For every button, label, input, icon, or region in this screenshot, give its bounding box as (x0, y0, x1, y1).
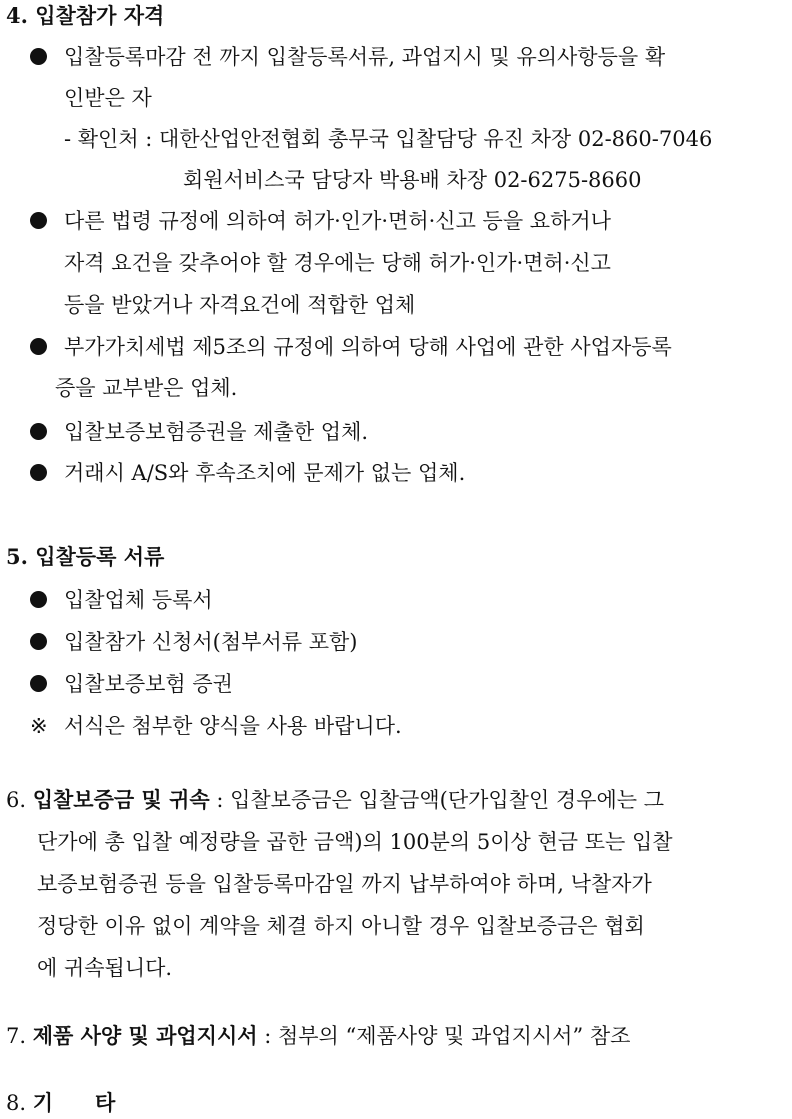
section-6-line-5: 에 귀속됩니다. (37, 956, 173, 980)
bullet-4-text: 입찰보증보험증권을 제출한 업체. (64, 420, 369, 444)
section-4-heading: 4. 입찰참가 자격 (6, 3, 165, 28)
section-8-heading: 8. 기 타 (6, 1090, 116, 1115)
section-6-line-1: 6. 입찰보증금 및 귀속 : 입찰보증금은 입찰금액(단가입찰인 경우에는 그 (6, 787, 665, 812)
bullet-1-line-1: 입찰등록마감 전 까지 입찰등록서류, 과업지시 및 유의사항등을 확 (64, 45, 666, 69)
section-7-line: 7. 제품 사양 및 과업지시서 : 첨부의 “제품사양 및 과업지시서” 참조 (6, 1023, 631, 1048)
bullet-4 (30, 417, 368, 447)
bullet-2 (30, 206, 611, 236)
bullet-5-text: 거래시 A/S와 후속조치에 문제가 없는 업체. (64, 461, 466, 485)
document-item-3: 입찰보증보험 증권 (30, 669, 233, 699)
section-6-line-3: 보증보험증권 등을 입찰등록마감일 까지 납부하여야 하며, 낙찰자가 (37, 872, 652, 896)
bullet-3 (30, 332, 672, 362)
bullet-dot-icon (30, 332, 64, 362)
bullet-2-line-3: 등을 받았거나 자격요건에 적합한 업체 (64, 293, 416, 317)
section-7-title: 제품 사양 및 과업지시서 (32, 1023, 258, 1048)
reference-mark-icon: ※ (30, 714, 48, 738)
bullet-3-line-2: 증을 교부받은 업체. (55, 376, 238, 400)
form-note: ※ 서식은 첨부한 양식을 사용 바랍니다. (30, 711, 402, 741)
document-item-2: 입찰참가 신청서(첨부서류 포함) (30, 627, 357, 657)
bullet-dot-icon (30, 585, 64, 615)
bullet-dot-icon (30, 206, 64, 236)
bullet-2-line-2: 자격 요건을 갖추어야 할 경우에는 당해 허가·인가·면허·신고 (64, 251, 611, 275)
document-item-1: 입찰업체 등록서 (30, 585, 213, 615)
bullet-dot-icon (30, 627, 64, 657)
section-6-line-4: 정당한 이유 없이 계약을 체결 하지 아니할 경우 입찰보증금은 협회 (37, 914, 645, 938)
section-5-heading: 5. 입찰등록 서류 (6, 544, 165, 569)
bullet-2-line-1: 다른 법령 규정에 의하여 허가·인가·면허·신고 등을 요하거나 (64, 209, 611, 233)
bullet-dot-icon (30, 42, 64, 72)
contact-line-1: - 확인처 : 대한산업안전협회 총무국 입찰담당 유진 차장 02-860-7046 (64, 127, 713, 151)
bullet-dot-icon (30, 669, 64, 699)
bullet-dot-icon (30, 417, 64, 447)
bullet-dot-icon (30, 458, 64, 488)
contact-line-2: 회원서비스국 담당자 박용배 차장 02-6275-8660 (183, 168, 642, 192)
section-6-line-2: 단가에 총 입찰 예정량을 곱한 금액)의 100분의 5이상 현금 또는 입찰 (37, 830, 673, 854)
bullet-3-line-1: 부가가치세법 제5조의 규정에 의하여 당해 사업에 관한 사업자등록 (64, 335, 672, 359)
bullet-1 (30, 42, 665, 72)
bullet-5 (30, 458, 465, 488)
bullet-1-line-2: 인받은 자 (64, 86, 152, 110)
section-6-title: 입찰보증금 및 귀속 (32, 787, 210, 812)
